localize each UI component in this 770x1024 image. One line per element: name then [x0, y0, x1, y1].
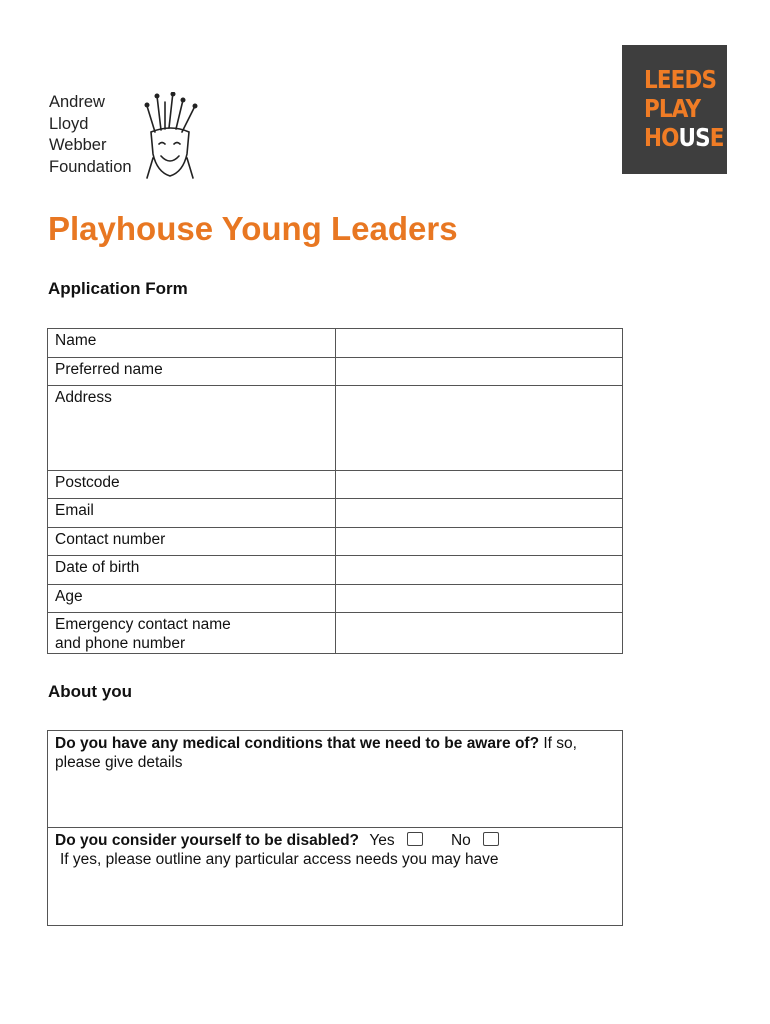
yes-checkbox[interactable] [407, 832, 423, 846]
field-label-contact-number: Contact number [48, 528, 336, 556]
disability-question-line [55, 831, 615, 850]
table-row [48, 731, 623, 828]
alw-line: Foundation [49, 157, 132, 176]
field-label-age: Age [48, 585, 336, 613]
table-row [48, 386, 623, 471]
alw-foundation-wordmark [49, 92, 132, 178]
page-title: Playhouse Young Leaders [48, 210, 458, 247]
section-heading-about-you: About you [48, 682, 133, 701]
yes-label: Yes [369, 832, 395, 849]
logo-line: LEEDS [644, 65, 717, 94]
logo-fragment: US [678, 123, 710, 152]
table-row [48, 471, 623, 499]
logo-line: PLAY [644, 94, 701, 123]
postcode-field[interactable] [336, 471, 623, 499]
logo-line [644, 125, 724, 150]
disability-field[interactable] [48, 828, 623, 926]
leeds-playhouse-logo [622, 45, 727, 174]
field-label-emergency-contact [48, 613, 336, 654]
preferred-name-field[interactable] [336, 358, 623, 386]
age-field[interactable] [336, 585, 623, 613]
alw-line: Webber [49, 136, 107, 154]
medical-hint: If so, please give details [55, 735, 577, 771]
table-row [48, 329, 623, 358]
contact-number-field[interactable] [336, 528, 623, 556]
table-row [48, 585, 623, 613]
field-label-address: Address [48, 386, 336, 471]
medical-conditions-field[interactable] [48, 731, 623, 828]
no-checkbox[interactable] [483, 832, 499, 846]
field-label-preferred-name: Preferred name [48, 358, 336, 386]
logo-fragment: HO [644, 123, 679, 152]
medical-question: Do you have any medical conditions that we need to be aware of? [55, 735, 540, 752]
table-row [48, 556, 623, 585]
logo-fragment: E [709, 123, 724, 152]
email-field[interactable] [336, 499, 623, 528]
no-label: No [450, 832, 471, 849]
alw-line: Andrew [49, 93, 105, 111]
table-row [48, 828, 623, 926]
theatre-mask-icon [143, 92, 201, 180]
address-field[interactable] [336, 386, 623, 471]
table-row [48, 499, 623, 528]
field-label-email: Email [48, 499, 336, 528]
about-you-table [47, 730, 623, 926]
field-label-date-of-birth: Date of birth [48, 556, 336, 585]
personal-details-table [47, 328, 623, 654]
label-line: and phone number [55, 635, 186, 652]
disability-hint: If yes, please outline any particular access needs you may have [60, 851, 499, 868]
field-label-postcode: Postcode [48, 471, 336, 499]
table-row [48, 528, 623, 556]
alw-line: Lloyd [49, 114, 89, 133]
alw-foundation-logo [49, 92, 209, 182]
emergency-contact-field[interactable] [336, 613, 623, 654]
table-row [48, 613, 623, 654]
name-field[interactable] [336, 329, 623, 358]
table-row [48, 358, 623, 386]
form-subtitle: Application Form [48, 279, 188, 298]
label-line: Emergency contact name [55, 616, 231, 633]
date-of-birth-field[interactable] [336, 556, 623, 585]
field-label-name: Name [48, 329, 336, 358]
disability-question: Do you consider yourself to be disabled? [55, 832, 360, 849]
